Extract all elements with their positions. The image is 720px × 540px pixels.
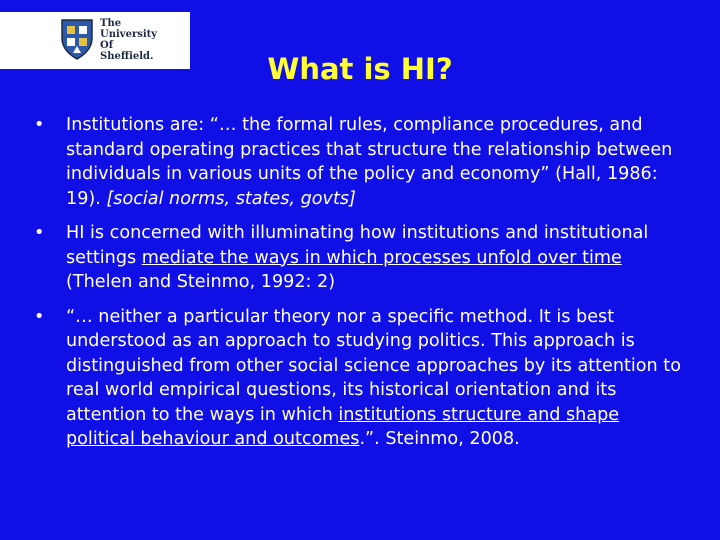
bullet-item <box>34 221 684 295</box>
bullet-dot-icon: • <box>34 115 45 135</box>
logo-line: The <box>100 18 122 29</box>
bullet-text-italic: [social norms, states, govts] <box>106 188 356 209</box>
bullet-list <box>34 113 684 462</box>
bullet-text: (Thelen and Steinmo, 1992: 2) <box>66 272 336 292</box>
university-logo <box>0 12 190 69</box>
bullet-item <box>34 113 684 211</box>
bullet-text-underlined: institutions structure and shape political behaviour and outcomes <box>66 404 620 449</box>
university-crest-icon <box>60 18 94 60</box>
logo-line: University <box>100 29 158 40</box>
bullet-item <box>34 305 684 452</box>
slide-title: What is HI? <box>267 52 453 86</box>
bullet-dot-icon: • <box>34 306 45 327</box>
bullet-dot-icon: • <box>34 223 45 243</box>
bullet-text: Institutions are: “… the formal rules, compliance procedures, and standard operating practices that structure the relationship between individuals in various units of the policy and economy” (Hall, 1986: 19). <box>66 115 673 209</box>
bullet-text: “… neither a particular theory nor a specific method. It is best understood as an approach to studying politics. This approach is distinguished from other social science approaches by its attention to real world empirical questions, its historical orientation and its attention to the ways in which <box>66 306 681 425</box>
logo-line: Sheffield. <box>100 51 154 62</box>
bullet-text: HI is concerned with illuminating how institutions and institutional settings <box>66 223 649 268</box>
logo-wordmark <box>100 18 157 62</box>
bullet-text: .”. Steinmo, 2008. <box>359 429 520 449</box>
bullet-text-underlined: mediate the ways in which processes unfold over time <box>141 247 622 268</box>
logo-line: Of <box>100 40 114 51</box>
